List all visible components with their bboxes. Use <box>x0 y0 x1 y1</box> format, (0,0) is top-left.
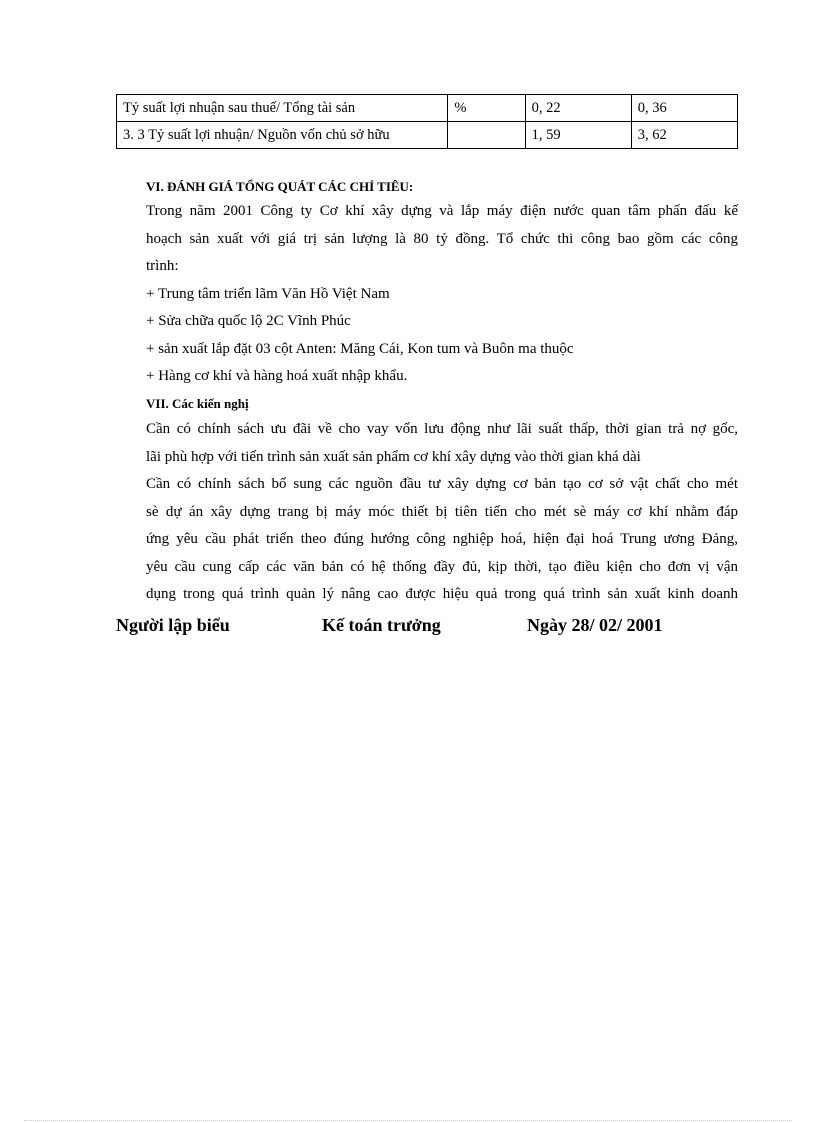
text-line: dụng trong quá trình quản lý nâng cao được hiệu quả trong quá trình sản xuất kinh doanh <box>146 586 738 602</box>
text-line: trình: <box>146 258 179 274</box>
text-line: Cần có chính sách bổ sung các nguồn đầu tư xây dựng cơ bản tạo cơ sở vật chất cho mét <box>146 476 738 492</box>
text-line: Cần có chính sách ưu đãi về cho vay vốn lưu động như lãi suất thấp, thời gian trả nợ gốc, <box>146 421 738 437</box>
recommendation-paragraph <box>146 416 738 471</box>
table-row <box>117 95 738 122</box>
recommendation-paragraph <box>146 471 738 609</box>
list-item: + Sửa chữa quốc lộ 2C Vĩnh Phúc <box>146 313 351 329</box>
preparer-signature-label: Người lập biểu <box>116 615 230 635</box>
indicator-cell: 3. 3 Tỷ suất lợi nhuận/ Nguồn vốn chủ sở hữu <box>117 122 448 149</box>
text-line: yêu cầu cung cấp các văn bản có hệ thống đầy đủ, kịp thời, tạo điều kiện cho đơn vị vận <box>146 558 738 575</box>
page-bottom-rule <box>24 1120 792 1121</box>
value-cell: 0, 36 <box>631 95 737 122</box>
unit-cell <box>448 122 525 149</box>
financial-ratio-table <box>116 94 738 149</box>
value-cell: 0, 22 <box>525 95 631 122</box>
text-line: lãi phù hợp với tiến trình sản xuất sản phẩm cơ khí xây dựng vào thời gian khá dài <box>146 448 641 465</box>
list-item: + Hàng cơ khí và hàng hoá xuất nhập khẩu. <box>146 368 408 384</box>
table-row <box>117 122 738 149</box>
text-line: Trong năm 2001 Công ty Cơ khí xây dựng và lắp máy điện nước quan tâm phấn đấu kế <box>146 203 738 219</box>
section-vi-heading: VI. ĐÁNH GIÁ TỔNG QUÁT CÁC CHỈ TIÊU: <box>146 179 414 194</box>
text-line: sè dự án xây dựng trang bị máy móc thiết bị tiên tiến cho mét sè máy cơ khí nhằm đáp <box>146 503 738 520</box>
indicator-cell: Tỷ suất lợi nhuận sau thuế/ Tổng tài sản <box>117 95 448 122</box>
value-cell: 3, 62 <box>631 122 737 149</box>
value-cell: 1, 59 <box>525 122 631 149</box>
chief-accountant-signature-label: Kế toán trưởng <box>322 615 441 635</box>
section-vii-heading: VII. Các kiến nghị <box>146 396 249 411</box>
text-line: hoạch sản xuất với giá trị sản lượng là 80 tỷ đồng. Tổ chức thi công bao gồm các công <box>146 230 738 247</box>
list-item: + sản xuất lắp đặt 03 cột Anten: Măng Cái, Kon tum và Buôn ma thuộc <box>146 340 574 357</box>
section-vi-body <box>146 198 738 391</box>
signature-date: Ngày 28/ 02/ 2001 <box>527 615 663 635</box>
list-item: + Trung tâm triển lãm Văn Hồ Việt Nam <box>146 285 390 302</box>
unit-cell: % <box>448 95 525 122</box>
section-vi-intro <box>146 198 738 281</box>
text-line: ứng yêu cầu phát triển theo đúng hướng công nghiệp hoá, hiện đại hoá Trung ương Đảng, <box>146 531 738 547</box>
section-vii-body <box>146 416 738 609</box>
